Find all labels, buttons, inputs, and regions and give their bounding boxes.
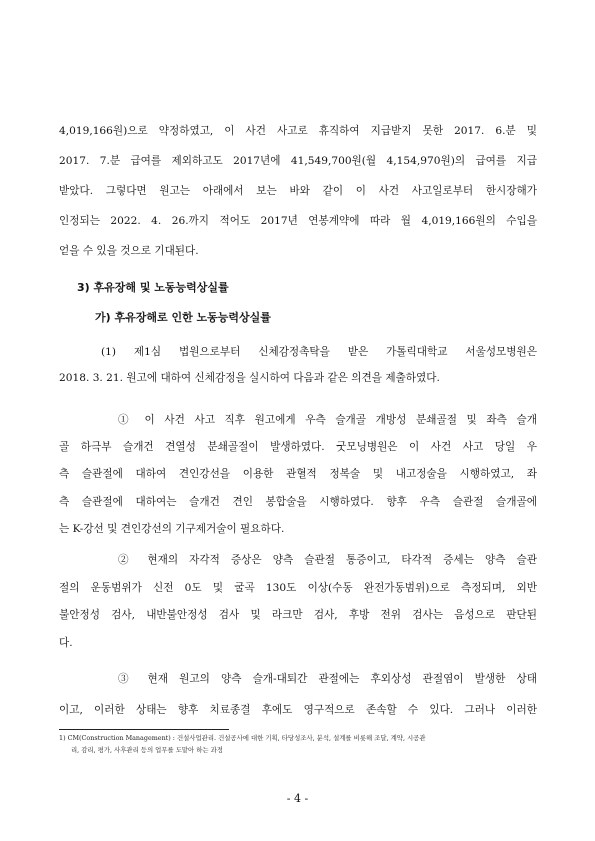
body-line: (1) 제1심 법원으로부터 신체감정촉탁을 받은 가톨릭대학교 서울성모병원은	[101, 346, 537, 358]
body-line: 얻을 수 있을 것으로 기대된다.	[59, 245, 199, 257]
footnote-line: 리, 감리, 평가, 사후관리 등의 업무를 도맡아 하는 과정	[71, 746, 223, 754]
footnote-divider	[59, 729, 229, 730]
opinion-line: 다.	[59, 637, 73, 649]
opinion-line: 는 K-강선 및 견인강선의 기구제거술이 필요하다.	[59, 523, 285, 535]
opinion-line: 이고, 이러한 상태는 향후 치료종결 후에도 영구적으로 존속할 수 있다. 그러나 이러한	[59, 704, 537, 716]
body-line: 받았다. 그렇다면 원고는 아래에서 보는 바와 같이 이 사건 사고일로부터 한시장해가	[59, 185, 537, 197]
body-line: 2017. 7.분 급여를 제외하고도 2017년에 41,549,700원(월 4,154,970원)의 급여를 지급	[59, 155, 537, 167]
opinion-line: ② 현재의 자각적 증상은 양측 슬관절 통증이고, 타각적 증세는 양측 슬관	[118, 554, 537, 566]
subsection-heading: 가) 후유장해로 인한 노동능력상실률	[95, 311, 271, 324]
opinion-line: 불안정성 검사, 내반불안정성 검사 및 라크만 검사, 후방 전위 검사는 음성으로 판단된	[59, 609, 537, 621]
body-line: 2018. 3. 21. 원고에 대하여 신체감정을 실시하여 다음과 같은 의견을 제출하였다.	[59, 372, 440, 384]
opinion-line: ③ 현재 원고의 양측 슬개-대퇴간 관절에는 후외상성 관절염이 발생한 상태	[118, 673, 537, 685]
opinion-line: 절의 운동범위가 신전 0도 및 굴곡 130도 이상(수동 완전가동범위)으로 측정되며, 외반	[59, 582, 537, 594]
body-line: 4,019,166원)으로 약정하였고, 이 사건 사고로 휴직하여 지급받지 못한 2017. 6.분 및	[59, 125, 537, 137]
section-heading: 3) 후유장해 및 노동능력상실률	[77, 281, 229, 294]
body-line: 인정되는 2022. 4. 26.까지 적어도 2017년 연봉계약에 따라 월 4,019,166원의 수입을	[59, 215, 537, 227]
opinion-line: 측 슬관절에 대하여 견인강선을 이용한 관혈적 정복술 및 내고정술을 시행하였고, 좌	[59, 468, 537, 480]
footnote-line: 1) CM(Construction Management) : 건설사업관리. 건설공사에 대한 기획, 타당성조사, 분석, 설계를 비롯해 조달, 계약, 시공관	[59, 734, 426, 742]
page-number: - 4 -	[286, 792, 309, 805]
opinion-line: ① 이 사건 사고 직후 원고에게 우측 슬개골 개방성 분쇄골절 및 좌측 슬개	[118, 414, 537, 426]
opinion-line: 골 하극부 슬개건 견열성 분쇄골절이 발생하였다. 굿모닝병원은 이 사건 사고 당일 우	[59, 441, 537, 453]
opinion-line: 측 슬관절에 대하여는 슬개건 견인 봉합술을 시행하였다. 향후 우측 슬관절 슬개골에	[59, 496, 537, 508]
